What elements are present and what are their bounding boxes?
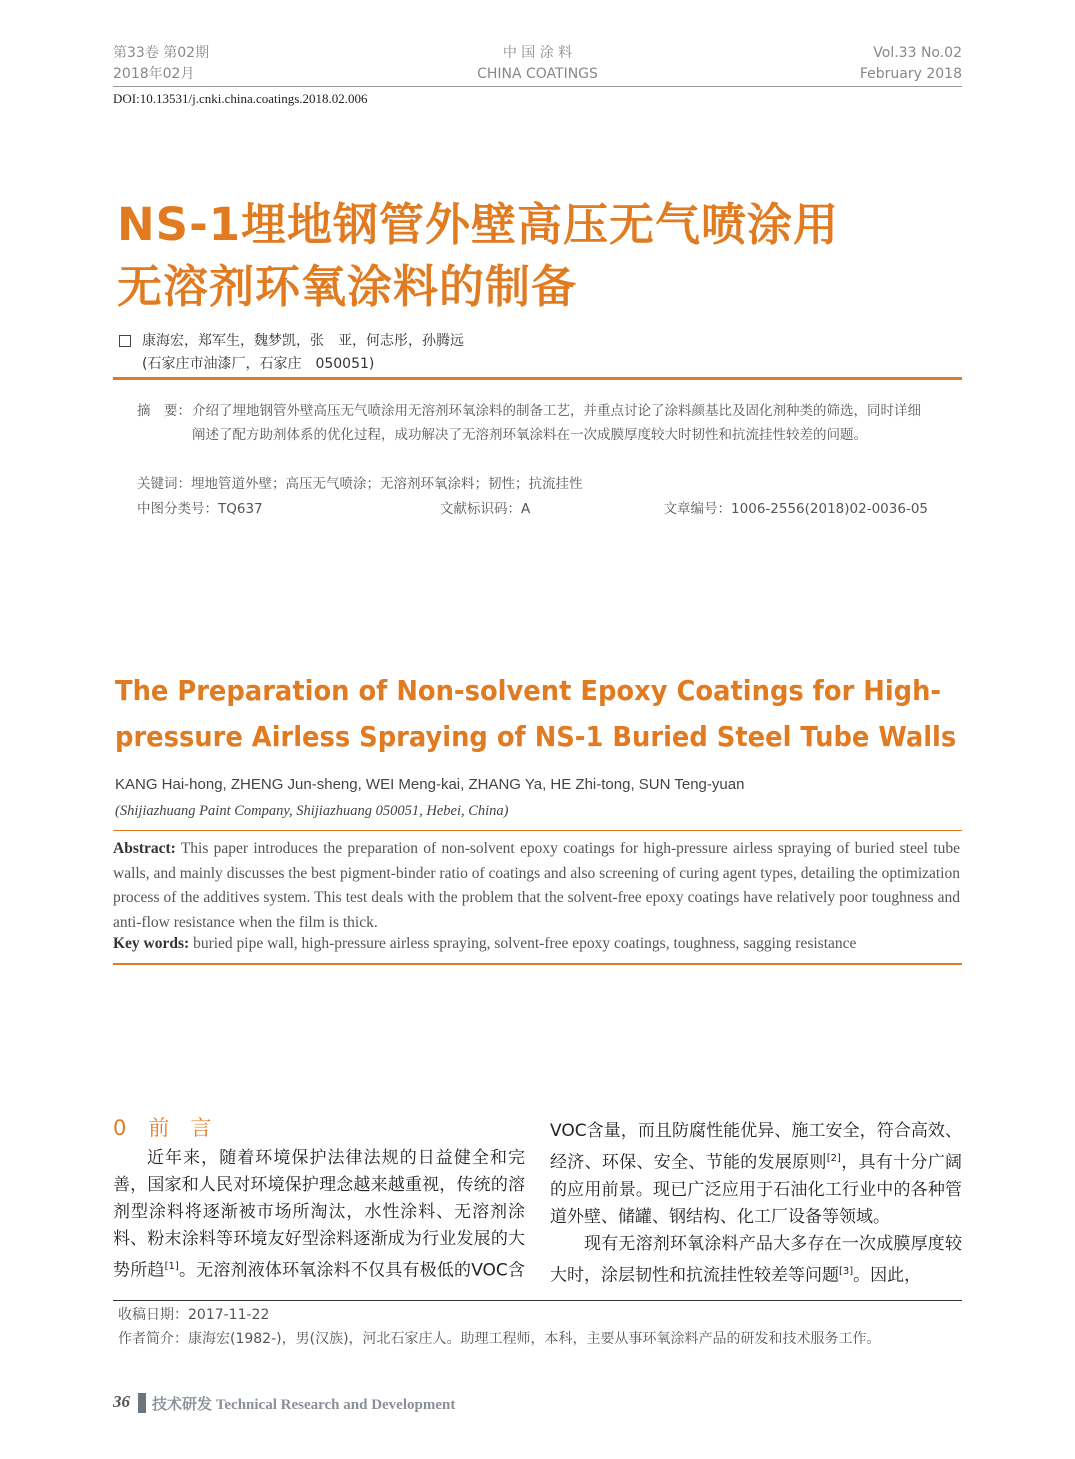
author-bio: 作者简介：康海宏(1982-)，男(汉族)，河北石家庄人。助理工程师，本科，主要从事环氧涂料产品的研发和技术服务工作。	[118, 1331, 881, 1347]
abstract-en	[113, 837, 960, 935]
received-date: 收稿日期：2017-11-22	[118, 1307, 270, 1323]
journal-name-en: CHINA COATINGS	[477, 66, 598, 82]
section-heading	[113, 1112, 211, 1142]
paragraph-text: 近年来，随着环境保护法律法规的日益健全和完善，国家和人民对环境保护理念越来越重视，传统的溶剂型涂料将逐渐被市场所淘汰，水性涂料、无溶剂涂料、粉末涂料等环境友好型涂料逐渐成为行业发展的大势所趋	[113, 1148, 525, 1280]
footnote-rule	[113, 1300, 962, 1301]
header-rule	[113, 86, 962, 87]
title-en-line2: pressure Airless Spraying of NS-1 Buried Steel Tube Walls	[115, 720, 957, 753]
title-cn-line1: NS-1埋地钢管外壁高压无气喷涂用	[117, 198, 840, 251]
abstract-en-label: Abstract:	[113, 840, 176, 857]
footer-bar	[138, 1393, 146, 1413]
keywords-en	[113, 935, 856, 953]
footer-section-cn: 技术研发	[152, 1397, 213, 1413]
paragraph-text: 。因此，	[853, 1265, 922, 1286]
affiliation-cn: (石家庄市油漆厂，石家庄 050051)	[142, 356, 375, 372]
article-number: 文章编号：1006-2556(2018)02-0036-05	[663, 501, 928, 517]
keywords-cn-text: 埋地管道外壁；高压无气喷涂；无溶剂环氧涂料；韧性；抗流挂性	[191, 476, 583, 492]
square-bullet-icon	[119, 335, 131, 347]
volume-issue-en: Vol.33 No.02	[873, 45, 962, 61]
journal-name-cn: 中 国 涂 料	[502, 45, 573, 61]
document-code: 文献标识码：A	[440, 501, 531, 517]
keywords-cn-label: 关键词：	[137, 476, 191, 492]
section-number: 0	[113, 1116, 127, 1140]
authors-en: KANG Hai-hong, ZHENG Jun-sheng, WEI Meng-kai, ZHANG Ya, HE Zhi-tong, SUN Teng-yuan	[115, 776, 745, 793]
body-column-right: VOC含量，而且防腐性能优异、施工安全，符合高效、经济、环保、安全、节能的发展原则[2]，具有十分广阔的应用前景。现已广泛应用于石油化工行业中的各种管道外壁、储罐、钢结构、化工厂设备等领域。 现有无溶剂环氧涂料产品大多存在一次成膜厚度较大时，涂层韧性和抗流挂性较差等问题[3]。因此，	[550, 1121, 962, 1286]
keywords-en-text: buried pipe wall, high-pressure airless spraying, solvent-free epoxy coatings, toughness, sagging resistance	[189, 935, 857, 952]
title-en-line1: The Preparation of Non-solvent Epoxy Coatings for High-	[115, 674, 942, 707]
affiliation-en: (Shijiazhuang Paint Company, Shijiazhuang 050051, Hebei, China)	[115, 803, 509, 819]
paragraph-text: 。无溶剂液体环氧涂料不仅具有极低的VOC含	[178, 1260, 525, 1280]
title-cn-line2: 无溶剂环氧涂料的制备	[117, 260, 578, 313]
date-en: February 2018	[859, 66, 962, 82]
abstract-top-rule	[113, 830, 962, 831]
paragraph-text: 现有无溶剂环氧涂料产品大多存在一次成膜厚度较大时，涂层韧性和抗流挂性较差等问题	[550, 1233, 962, 1286]
keywords-cn	[137, 472, 583, 496]
abstract-bottom-rule	[113, 963, 962, 965]
footer-section-en: Technical Research and Development	[215, 1397, 456, 1413]
abstract-cn	[137, 399, 929, 447]
footer-section	[152, 1393, 455, 1414]
page-number: 36	[113, 1392, 130, 1411]
clc-number: 中图分类号：TQ637	[137, 501, 263, 517]
volume-issue-cn: 第33卷 第02期	[113, 45, 210, 61]
date-cn: 2018年02月	[113, 66, 195, 82]
citation[interactable]: [2]	[826, 1153, 841, 1164]
keywords-en-label: Key words:	[113, 935, 190, 952]
abstract-cn-text: 介绍了埋地钢管外壁高压无气喷涂用无溶剂环氧涂料的制备工艺，并重点讨论了涂料颜基比及固化剂种类的筛选，同时详细阐述了配方助剂体系的优化过程，成功解决了无溶剂环氧涂料在一次成膜厚度较大时韧性和抗流挂性较差的问题。	[192, 403, 921, 443]
authors-cn: 康海宏，郑军生，魏梦凯，张 亚，何志彤，孙腾远	[142, 333, 464, 349]
paragraph-text: ，具有十分广阔的应用前景。现已广泛应用于石油化工行业中的各种管道外壁、储罐、钢结构、化工厂设备等领域。	[550, 1152, 962, 1227]
abstract-cn-label: 摘 要：	[137, 403, 191, 419]
abstract-en-text: This paper introduces the preparation of non-solvent epoxy coatings for high-pressure airless spraying of buried steel tube walls, and mainly discusses the best pigment-binder ratio of coatings and also screening of curing agent types, detailing the optimization process of the additives system. This test deals with the problem that the solvent-free epoxy coatings have relatively poor toughness and anti-flow resistance when the film is thick.	[113, 840, 960, 931]
section-title: 前 言	[148, 1116, 212, 1140]
doi: DOI:10.13531/j.cnki.china.coatings.2018.02.006	[113, 91, 368, 106]
body-column-left	[113, 1145, 525, 1280]
citation[interactable]: [3]	[839, 1265, 854, 1277]
citation[interactable]: [1]	[164, 1261, 179, 1272]
title-rule	[113, 377, 962, 380]
